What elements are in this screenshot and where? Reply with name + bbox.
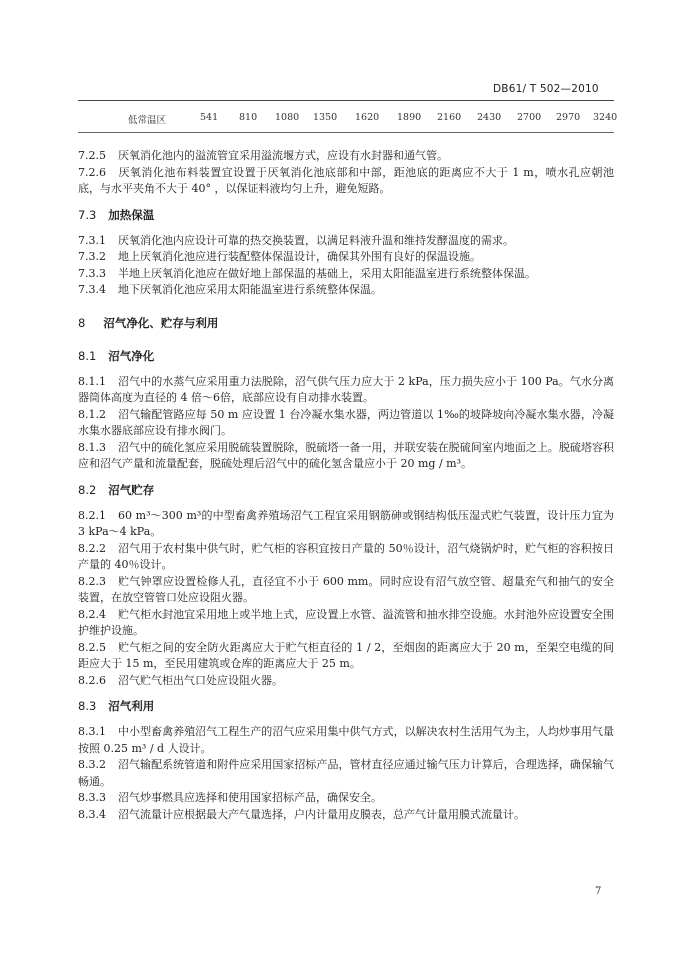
clause-7-2-5 [78, 148, 614, 165]
clause-number: 8.3.3 [78, 791, 106, 804]
clause-7-3-4 [78, 282, 614, 299]
header-rule [78, 100, 614, 101]
clause-number: 8.3.4 [78, 807, 106, 821]
table-cell: 1080 [275, 112, 300, 123]
table-cell: 3240 [593, 112, 618, 123]
page-number: 7 [595, 886, 602, 897]
clause-7-3-3 [78, 266, 614, 283]
clause-8-2-4 [78, 607, 614, 640]
clause-8-2-5 [78, 640, 614, 673]
clause-number: 8.2.5 [78, 640, 106, 654]
table-cell: 810 [239, 112, 258, 123]
subsection-title: 沼气贮存 [108, 482, 155, 497]
clause-text: 贮气柜之间的安全防火距离应大于贮气柜直径的 1 / 2，至烟囱的距离应大于 20 m，至架空电缆的间距应大于 15 m，至民用建筑或仓库的距离应大于 25 m。 [78, 640, 614, 670]
clause-text: 60 m³～300 m³的中型畜禽养殖场沼气工程宜采用钢筋砷或钢结构低压湿式贮气装置，设计压力宜为 3 kPa～4 kPa。 [78, 508, 614, 538]
clause-number: 8.2.2 [78, 541, 106, 555]
clause-text: 地下厌氧消化池应采用太阳能温室进行系统整体保温。 [118, 283, 382, 296]
clause-7-3-1 [78, 233, 614, 250]
clause-text: 沼气贮气柜出气口处应设阻火器。 [118, 673, 283, 687]
clause-text: 沼气输配系统管道和附件应采用国家招标产品，管材直径应通过输气压力计算后，合理选择，确保输气畅通。 [78, 758, 614, 788]
clause-number: 7.3.3 [78, 266, 106, 280]
clause-text: 厌氧消化池布料装置宜设置于厌氧消化池底部和中部，距池底的距离应不大于 1 m，喷水孔应朝池底，与水平夹角不大于 40° ，以保证料液均匀上升，避免短路。 [78, 165, 614, 195]
clause-number: 8.2.6 [78, 673, 106, 687]
clause-text: 沼气用于农村集中供气时，贮气柜的容积宜按日产量的 50％设计，沼气烧锅炉时，贮气柜的容积按日产量的 40％设计。 [78, 541, 614, 571]
section-number: 8 [78, 315, 86, 330]
subsection-number: 7.3 [78, 207, 97, 222]
standard-code: DB61/ T 502—2010 [493, 83, 599, 95]
clause-text: 沼气中的水蒸气应采用重力法脱除，沼气供气压力应大于 2 kPa，压力损失应小于 100 Pa。气水分离器筒体高度为直径的 4 倍～6倍，底部应设有自动排水装置。 [78, 374, 614, 404]
clause-text: 地上厌氧消化池应进行装配整体保温设计，确保其外围有良好的保温设施。 [118, 250, 481, 263]
clause-8-1-1 [78, 374, 614, 407]
clause-8-1-3 [78, 440, 614, 473]
subsection-8-2-heading [78, 482, 614, 499]
clause-text: 贮气柜水封池宜采用地上或半地上式，应设置上水管、溢流管和抽水排空设施。水封池外应设置安全围护维护设施。 [78, 607, 614, 637]
clause-number: 8.1.1 [78, 374, 106, 388]
clause-8-3-1 [78, 724, 614, 757]
table-cell: 2700 [517, 112, 542, 123]
clause-number: 7.2.6 [78, 165, 106, 179]
clause-8-3-4 [78, 807, 614, 824]
table-cell: 541 [200, 112, 219, 123]
clause-text: 厌氧消化池内的溢流管宜采用溢流堰方式，应设有水封器和通气管。 [118, 149, 448, 162]
clause-text: 贮气钟罩应设置检修人孔，直径宜不小于 600 mm。同时应设有沼气放空管、超量充气和抽气的安全装置，在放空管管口处应设阻火器。 [78, 574, 614, 604]
subsection-number: 8.3 [78, 699, 97, 713]
table-cell: 2160 [437, 112, 462, 123]
subsection-title: 沼气净化 [108, 348, 155, 363]
clause-8-2-1 [78, 508, 614, 541]
clause-7-3-2 [78, 249, 614, 266]
clause-number: 8.1.2 [78, 407, 106, 421]
subsection-title: 沼气利用 [108, 699, 155, 713]
table-row-label: 低常温区 [128, 115, 167, 126]
subsection-8-3-heading [78, 698, 614, 715]
clause-text: 厌氧消化池内应设计可靠的热交换装置，以满足料液升温和维持发酵温度的需求。 [118, 233, 514, 247]
clause-number: 8.2.3 [78, 574, 106, 588]
subsection-title: 加热保温 [108, 207, 155, 222]
clause-number: 7.3.4 [78, 283, 106, 296]
clause-8-2-3 [78, 574, 614, 607]
table-cell: 2430 [477, 112, 502, 123]
clause-text: 沼气流量计应根据最大产气量选择，户内计量用皮膜表，总产气计量用膜式流量计。 [118, 807, 525, 821]
clause-number: 7.2.5 [78, 149, 106, 162]
table-cell: 1620 [355, 112, 380, 123]
subsection-7-3-heading [78, 207, 614, 224]
clause-text: 半地上厌氧消化池应在做好地上部保温的基础上，采用太阳能温室进行系统整体保温。 [118, 266, 536, 280]
clause-number: 8.2.4 [78, 607, 106, 621]
clause-8-1-2 [78, 407, 614, 440]
subsection-number: 8.2 [78, 482, 97, 497]
clause-number: 8.1.3 [78, 440, 106, 454]
table-cell: 2970 [556, 112, 581, 123]
clause-text: 沼气炒事燃具应选择和使用国家招标产品，确保安全。 [118, 791, 382, 804]
table-cell: 1890 [397, 112, 422, 123]
clause-text: 中小型畜禽养殖沼气工程生产的沼气应采用集中供气方式，以解决农村生活用气为主，人均炒事用气量按照 0.25 m³ / d 人设计。 [78, 725, 614, 755]
subsection-number: 8.1 [78, 348, 97, 363]
clause-number: 7.3.2 [78, 250, 106, 263]
table-row [128, 112, 618, 126]
clause-number: 7.3.1 [78, 233, 106, 247]
table-cell: 1350 [313, 112, 338, 123]
clause-7-2-6 [78, 165, 614, 198]
subsection-8-1-heading [78, 348, 614, 365]
clause-8-3-3 [78, 790, 614, 807]
clause-number: 8.2.1 [78, 508, 106, 522]
clause-number: 8.3.2 [78, 758, 106, 771]
section-title: 沼气净化、贮存与利用 [103, 315, 219, 330]
clause-8-2-2 [78, 541, 614, 574]
clause-text: 沼气中的硫化氢应采用脱硫装置脱除，脱硫塔一备一用，并联安装在脱硫间室内地面之上。脱硫塔容积应和沼气产量和流量配套，脱硫处理后沼气中的硫化氢含量应小于 20 mg / m³。 [78, 440, 614, 470]
section-8-heading [78, 315, 614, 332]
clause-8-3-2 [78, 757, 614, 790]
clause-number: 8.3.1 [78, 725, 106, 738]
clause-text: 沼气输配管路应每 50 m 应设置 1 台冷凝水集水器，两边管道以 1‰的坡降坡向冷凝水集水器，冷凝水集水器底部应设有排水阀门。 [78, 407, 614, 437]
document-body [78, 148, 614, 823]
clause-8-2-6 [78, 673, 614, 690]
table-bottom-rule [78, 132, 614, 133]
